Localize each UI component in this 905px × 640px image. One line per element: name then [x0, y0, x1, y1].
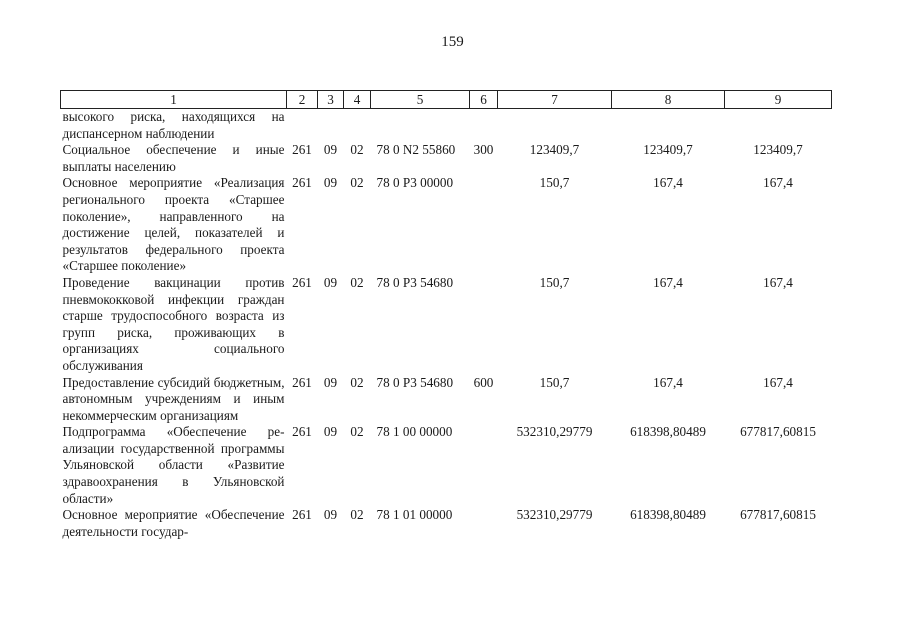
section-cell: 09: [323, 274, 338, 290]
table-row: [61, 109, 832, 143]
section-cell: 09: [323, 424, 338, 440]
column-header: 6: [470, 91, 498, 109]
amount-year1-cell: 532310,29779: [516, 424, 593, 440]
target-article-cell: 78 1 01 00000: [376, 507, 453, 523]
amount-year2-cell: 167,4: [653, 175, 683, 191]
subsection-cell: 02: [350, 374, 364, 390]
subsection-cell: 02: [350, 507, 364, 523]
table-row: [61, 275, 832, 375]
expense-type-cell: [470, 424, 498, 507]
amount-year3-cell: 167,4: [763, 374, 793, 390]
row-name-cell: Социальное обеспечение и иные выплаты населению: [62, 142, 285, 174]
section-cell: 09: [323, 507, 338, 523]
subsection-cell: 02: [350, 274, 364, 290]
table-row: [61, 175, 832, 275]
expense-type-cell: 300: [473, 142, 494, 158]
column-header: 8: [612, 91, 725, 109]
amount-year1-cell: [498, 109, 612, 143]
amount-year1-cell: 123409,7: [529, 142, 580, 158]
subsection-cell: 02: [350, 424, 364, 440]
grbs-cell: 261: [292, 274, 312, 290]
amount-year3-cell: [725, 109, 832, 143]
amount-year2-cell: [612, 109, 725, 143]
row-name-cell: высокого риска, находящихся на диспансерном наблюдении: [62, 109, 285, 141]
target-article-cell: 78 0 N2 55860: [376, 142, 456, 158]
expense-type-cell: [470, 275, 498, 375]
row-name-cell: Предоставление субсидий бюджетным, автономным учреждениям и иным некоммерческим организациям: [62, 374, 285, 423]
section-cell: [318, 109, 344, 143]
amount-year1-cell: 150,7: [539, 274, 570, 290]
section-cell: 09: [323, 175, 338, 191]
grbs-cell: 261: [292, 175, 312, 191]
column-header: 3: [318, 91, 344, 109]
column-header: 9: [725, 91, 832, 109]
table-row: [61, 375, 832, 425]
table-row: [61, 142, 832, 175]
expense-type-cell: [470, 109, 498, 143]
row-name-cell: Проведение вакцинации против пневмококковой инфекции граждан старше трудоспособного возраста из групп риска, проживающих в организациях социального обслуживания: [62, 274, 285, 373]
amount-year3-cell: 677817,60815: [740, 424, 816, 440]
subsection-cell: [344, 109, 371, 143]
amount-year3-cell: 167,4: [763, 175, 793, 191]
column-header: 7: [498, 91, 612, 109]
table-header-row: [61, 91, 832, 109]
subsection-cell: 02: [350, 142, 364, 158]
row-name-cell: Основное мероприятие «Реализация регионального проекта «Старшее поколение», направленного на достижение целей, показателей и результатов федерального проекта «Старшее поколение»: [62, 175, 285, 274]
grbs-cell: 261: [292, 374, 312, 390]
grbs-cell: [287, 109, 318, 143]
amount-year3-cell: 167,4: [763, 274, 793, 290]
target-article-cell: 78 0 P3 00000: [376, 175, 454, 191]
amount-year1-cell: 532310,29779: [516, 507, 593, 523]
expense-type-cell: [470, 507, 498, 540]
expense-type-cell: 600: [473, 374, 494, 390]
table-row: [61, 424, 832, 507]
expense-type-cell: [470, 175, 498, 275]
grbs-cell: 261: [292, 424, 312, 440]
page-number: 159: [441, 34, 464, 50]
amount-year2-cell: 618398,80489: [630, 424, 706, 440]
column-header: 2: [287, 91, 318, 109]
target-article-cell: [371, 109, 470, 143]
amount-year2-cell: 123409,7: [643, 142, 693, 158]
column-header: 4: [344, 91, 371, 109]
section-cell: 09: [323, 374, 338, 390]
target-article-cell: 78 1 00 00000: [376, 424, 453, 440]
amount-year3-cell: 123409,7: [753, 142, 803, 158]
grbs-cell: 261: [292, 507, 312, 523]
target-article-cell: 78 0 P3 54680: [376, 374, 454, 390]
table-row: [61, 507, 832, 540]
column-header: 1: [61, 91, 287, 109]
subsection-cell: 02: [350, 175, 364, 191]
budget-table: [60, 90, 832, 540]
grbs-cell: 261: [292, 142, 312, 158]
row-name-cell: Основное мероприятие «Обеспечение деятельности государ-: [62, 507, 285, 539]
amount-year2-cell: 167,4: [653, 374, 683, 390]
amount-year2-cell: 167,4: [653, 274, 683, 290]
amount-year1-cell: 150,7: [539, 374, 570, 390]
amount-year3-cell: 677817,60815: [740, 507, 816, 523]
target-article-cell: 78 0 P3 54680: [376, 274, 454, 290]
column-header: 5: [371, 91, 470, 109]
section-cell: 09: [323, 142, 338, 158]
amount-year2-cell: 618398,80489: [630, 507, 706, 523]
row-name-cell: Подпрограмма «Обеспечение реализации государственной программы Ульяновской области «Развитие здравоохранения в Ульяновской области»: [62, 424, 285, 506]
amount-year1-cell: 150,7: [539, 175, 570, 191]
